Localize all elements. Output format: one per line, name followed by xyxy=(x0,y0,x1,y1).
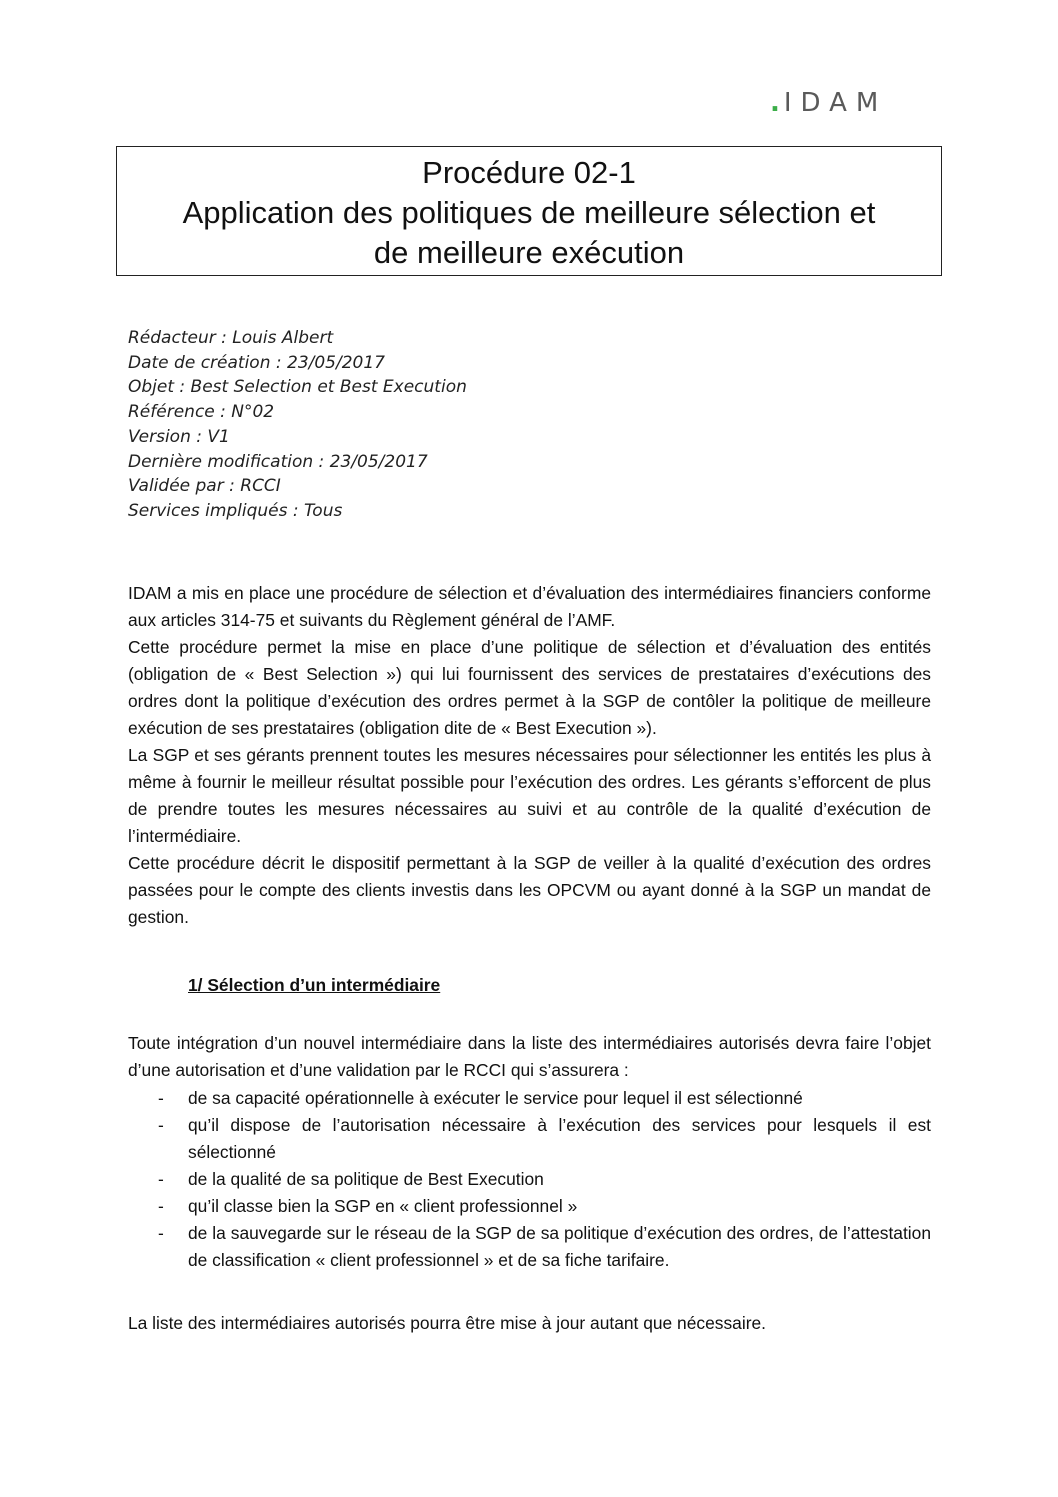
meta-services: Services impliqués : Tous xyxy=(128,500,343,521)
bullet-dash: - xyxy=(158,1223,164,1243)
meta-version: Version : V1 xyxy=(128,426,230,447)
section-intro: Toute intégration d’un nouvel intermédiaire dans la liste des intermédiaires autorisés devra faire l’objet d’une autorisation et d’une validation par le RCCI qui s’assurera : xyxy=(128,1033,931,1080)
meta-subject: Objet : Best Selection et Best Execution xyxy=(128,377,467,398)
meta-reference: Référence : N°02 xyxy=(128,402,275,423)
logo-dot: . xyxy=(770,88,784,118)
title-line-2: Application des politiques de meilleure sélection et xyxy=(182,195,876,230)
logo-text: IDAM xyxy=(783,88,888,118)
list-item xyxy=(128,1166,931,1193)
idam-logo xyxy=(770,88,887,118)
bullet-dash: - xyxy=(158,1196,164,1216)
section-heading: 1/ Sélection d’un intermédiaire xyxy=(188,975,441,995)
list-item-text: qu’il dispose de l’autorisation nécessaire à l’exécution des services pour lesquels il est sélectionné xyxy=(188,1115,931,1162)
list-item-text: qu’il classe bien la SGP en « client professionnel » xyxy=(188,1196,578,1216)
list-item-text: de sa capacité opérationnelle à exécuter le service pour lequel il est sélectionné xyxy=(188,1088,803,1108)
requirements-list xyxy=(128,1085,931,1274)
closing-paragraph: La liste des intermédiaires autorisés pourra être mise à jour autant que nécessaire. xyxy=(128,1313,766,1333)
document-metadata xyxy=(128,326,467,524)
list-item xyxy=(128,1193,931,1220)
meta-validated-by: Validée par : RCCI xyxy=(128,476,281,497)
bullet-dash: - xyxy=(158,1088,164,1108)
list-item-text: de la sauvegarde sur le réseau de la SGP de sa politique d’exécution des ordres, de l’attestation de classification « client professionnel » et de sa fiche tarifaire. xyxy=(188,1223,931,1270)
title-line-1: Procédure 02-1 xyxy=(422,155,636,190)
document-body xyxy=(128,580,931,931)
meta-author: Rédacteur : Louis Albert xyxy=(128,328,334,348)
meta-creation-date: Date de création : 23/05/2017 xyxy=(128,352,385,373)
list-item xyxy=(128,1112,931,1166)
list-item xyxy=(128,1220,931,1274)
document-title-box xyxy=(116,146,942,276)
body-paragraph: IDAM a mis en place une procédure de sélection et d’évaluation des intermédiaires financiers conforme aux articles 314-75 et suivants du Règlement général de l’AMF. xyxy=(128,583,931,630)
body-paragraph: Cette procédure permet la mise en place d’une politique de sélection et d’évaluation des entités (obligation de « Best Selection ») qui lui fournissent des services de prestataires d’exécutions des ordres dont la politique d’exécution des ordres permet à la SGP de contôler la politique de meilleure exécution de ses prestataires (obligation dite de « Best Execution »). xyxy=(128,637,931,738)
meta-last-modified: Dernière modification : 23/05/2017 xyxy=(128,451,428,472)
body-paragraph: La SGP et ses gérants prennent toutes les mesures nécessaires pour sélectionner les entités les plus à même à fournir le meilleur résultat possible pour l’exécution des ordres. Les gérants s’efforcent de plus de prendre toutes les mesures nécessaires au suivi et au contrôle de la qualité d’exécution de l’intermédiaire. xyxy=(128,745,931,846)
body-paragraph: Cette procédure décrit le dispositif permettant à la SGP de veiller à la qualité d’exécution des ordres passées pour le compte des clients investis dans les OPCVM ou ayant donné à la SGP un mandat de gestion. xyxy=(128,853,931,927)
list-item-text: de la qualité de sa politique de Best Execution xyxy=(188,1169,544,1189)
bullet-dash: - xyxy=(158,1169,164,1189)
list-item xyxy=(128,1085,931,1112)
bullet-dash: - xyxy=(158,1115,164,1135)
title-line-3: de meilleure exécution xyxy=(373,235,685,270)
